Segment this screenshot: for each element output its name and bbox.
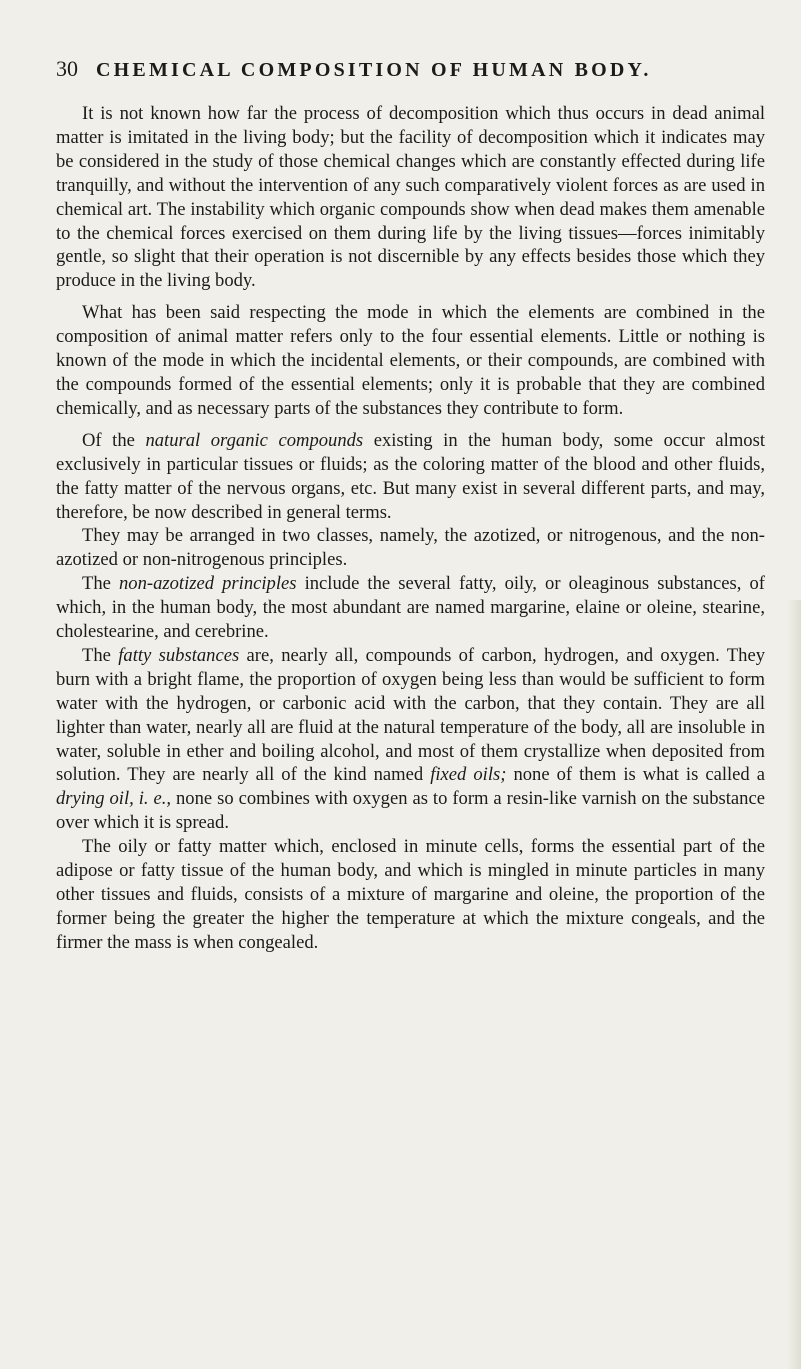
text-run: are, nearly all, compounds of carbon, hydrogen, and oxygen. They burn with a bright flame, the proportion of oxygen being less than would be sufficient to form water with the hydrogen, or carbonic acid with the carbon, that they contain. They are all lighter than water, nearly all are fluid at the natural temperature of the body, all are insoluble in water, soluble in ether and boiling alcohol, and most of them crystallize when deposited from solution. They are nearly all of the kind named <box>56 644 765 786</box>
running-head <box>56 56 765 82</box>
page-edge-shadow <box>787 600 801 1369</box>
text-run: Of the <box>82 429 146 451</box>
italic-term: non-azotized principles <box>119 573 297 595</box>
paragraph-classes: They may be arranged in two classes, namely, the azotized, or nitrogenous, and the non-azotized or non-nitrogenous principles. <box>56 525 765 571</box>
paragraph-elements: What has been said respecting the mode in which the elements are combined in the composition of animal matter refers only to the four essential elements. Little or nothing is known of the mode in which the incidental elements, or their compounds, are combined with the compounds formed of the essential elements; only it is probable that they are combined chemically, and as necessary parts of the substances they contribute to form. <box>56 302 765 419</box>
paragraph-adipose: The oily or fatty matter which, enclosed in minute cells, forms the essential part of the adipose or fatty tissue of the human body, and which is mingled in minute particles in many other tissues and fluids, consists of a mixture of margarine and oleine, the proportion of the former being the greater the higher the temperature at which the mixture congeals, and the firmer the mass is when congealed. <box>56 836 765 953</box>
text-run: none of them is what is called a <box>506 764 765 786</box>
text-run: none so combines with oxygen as to form a resin-like varnish on the substance over which it is spread. <box>56 788 765 834</box>
paragraph-decomposition: It is not known how far the process of decomposition which thus occurs in dead animal matter is imitated in the living body; but the facility of decomposition which it indicates may be considered in the study of those chemical changes which are constantly effected during life tranquilly, and without the intervention of any such comparatively violent forces as are used in chemical art. The instability which organic compounds show when dead makes them amenable to the chemical forces exercised on them during life by the living tissues—forces inimitably gentle, so slight that their operation is not discernible by any effects besides those which they produce in the living body. <box>56 103 765 292</box>
running-head-title: CHEMICAL COMPOSITION OF HUMAN BODY. <box>96 59 652 81</box>
page-number: 30 <box>56 56 78 81</box>
paragraph-natural-compounds <box>56 429 765 525</box>
text-run: existing in the human body, some occur almost exclusively in particular tissues or fluids; as the coloring matter of the blood and other fluids, the fatty matter of the nervous organs, etc. But many exist in several different parts, and may, therefore, be now described in general terms. <box>56 429 765 523</box>
text-run: include the several fatty, oily, or oleaginous substances, of which, in the human body, the most abundant are named margarine, elaine or oleine, stearine, cholestearine, and cerebrine. <box>56 573 766 643</box>
body-text <box>56 102 765 955</box>
italic-term: drying oil, i. e., <box>56 788 172 810</box>
italic-term: fatty substances <box>118 644 240 666</box>
text-run: The <box>82 644 119 666</box>
italic-term: natural organic compounds <box>145 429 364 451</box>
italic-term: fixed oils; <box>430 764 507 786</box>
paragraph-non-azotized <box>56 572 765 644</box>
text-run: The <box>82 573 119 595</box>
paragraph-fatty-substances <box>56 644 765 835</box>
